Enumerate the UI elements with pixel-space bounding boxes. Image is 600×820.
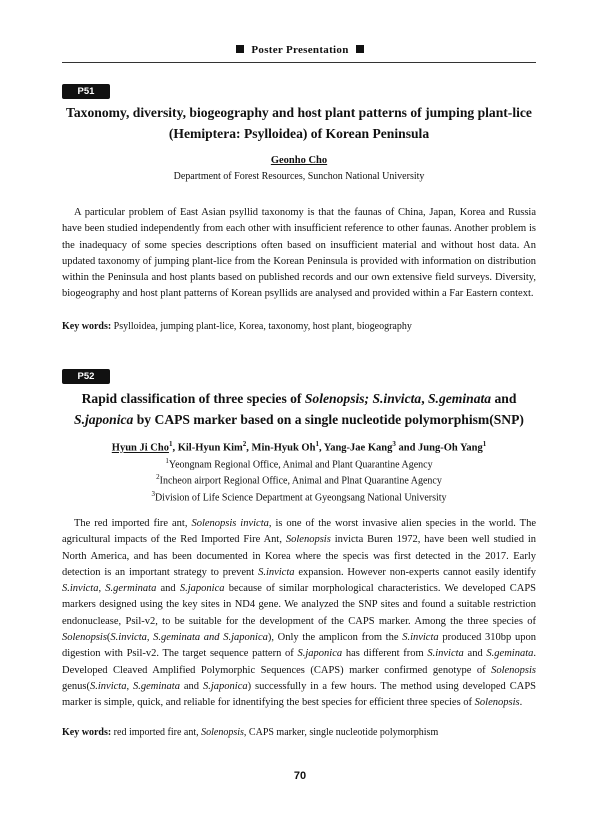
affiliation-sup: 2	[156, 473, 160, 482]
affiliation-sup: 3	[151, 489, 155, 498]
abstract-italic: Solenopsis invicta	[191, 518, 269, 529]
abstract-text: has different from	[342, 648, 428, 660]
abstract-italic: S.geminata	[486, 648, 534, 660]
p51-affiliation: Department of Forest Resources, Sunchon National University	[173, 171, 425, 182]
affiliation-text: Division of Life Science Department at Gyeongsang National University	[154, 491, 447, 503]
abstract-text: and	[156, 583, 180, 595]
p52-title-part: Solenopsis; S.invicta	[304, 391, 422, 406]
abstract-italic: S.invicta	[402, 632, 439, 644]
abstract-text: ) successfully in a few hours. The method using developed CAPS marker is simple, quick, and reliable for idnentifying the best species for efficient three species of	[62, 680, 537, 709]
p52-author-sup: 3	[392, 440, 396, 448]
abstract-italic: Solenopsis	[285, 534, 331, 546]
p52-title-part: S.japonica	[74, 412, 134, 427]
affiliation-sup: 1	[165, 457, 169, 465]
p52-keywords	[62, 727, 536, 738]
p52-author-sup: 1	[315, 440, 319, 448]
abstract-text: (	[106, 632, 111, 644]
square-bullet-icon	[356, 45, 364, 53]
abstract-text: genus(	[62, 680, 90, 692]
p52-author-name: Hyun Ji Cho	[111, 442, 169, 454]
p52-author-name: , Min-Hyuk Oh	[246, 442, 316, 454]
p52-title-part: ,	[421, 391, 428, 406]
p52-title-part: by CAPS marker based on a single nucleotide polymorphism(SNP)	[133, 412, 524, 427]
p51-badge: P51	[62, 84, 110, 99]
abstract-text: because of similar morphological characteristics. We developed CAPS markers designed using the key sites in ND4 gene. We analyzed the SNP sites and found a suitable restriction endonuclease, Psil-v2, to be suitable for the development of the CAPS marker. Among the three species of	[62, 583, 537, 627]
p52-affiliation-2	[62, 471, 536, 487]
running-header-label: Poster Presentation	[251, 44, 349, 56]
abstract-text: and	[179, 680, 203, 692]
abstract-text: expansion. However non-experts cannot easily identify	[294, 566, 536, 578]
p52-affiliation-1	[62, 455, 536, 471]
p52-abstract	[62, 516, 536, 712]
abstract-text: , is one of the worst invasive alien species in the world. The agricultural impacts of the Red Imported Fire Ant,	[62, 518, 536, 546]
p51-title	[62, 102, 536, 144]
abstract-italic: S.invicta, S.geminata and S.japonica	[110, 632, 268, 644]
abstract-text: and	[463, 648, 487, 660]
p52-badge: P52	[62, 369, 110, 384]
p51-keywords-text: Psylloidea, jumping plant-lice, Korea, taxonomy, host plant, biogeography	[113, 321, 412, 332]
p52-author-sup: 1	[168, 440, 173, 448]
p52-author-name: and Jung-Oh Yang	[395, 442, 483, 454]
abstract-italic: Solenopsis	[62, 632, 107, 644]
abstract-text: ,	[126, 680, 134, 692]
affiliation-text: Incheon airport Regional Office, Animal and Plnat Quarantine Agency	[159, 475, 442, 487]
abstract-italic: S.japonica	[297, 648, 343, 660]
p51-author	[62, 155, 536, 166]
abstract-text: ,	[98, 583, 106, 595]
abstract-italic: S.invicta	[258, 566, 295, 578]
p51-keywords	[62, 321, 536, 332]
abstract-italic: Solenopsis	[491, 664, 536, 676]
p52-affiliation-3	[62, 488, 536, 504]
p52-keywords-text: red imported fire ant,	[113, 727, 202, 738]
running-header	[0, 44, 600, 56]
abstract-text: .	[519, 697, 523, 709]
p51-author-name: Geonho Cho	[270, 155, 328, 166]
p52-keywords-text: , CAPS marker, single nucleotide polymorphism	[243, 727, 439, 738]
p52-author-sup: 2	[242, 440, 247, 448]
page-number: 70	[293, 770, 307, 782]
p51-title-line1: Taxonomy, diversity, biogeography and host plant patterns of jumping plant-lice	[66, 105, 532, 120]
p52-author-name: , Yang-Jae Kang	[318, 442, 393, 454]
abstract-italic: S.invicta	[62, 583, 99, 595]
p52-keywords-italic: Solenopsis	[201, 727, 244, 738]
p52-affiliations	[62, 455, 536, 504]
p52-title-part: Rapid classification of three species of	[81, 391, 305, 406]
p52-title-part: and	[491, 391, 517, 406]
square-bullet-icon	[236, 45, 244, 53]
abstract-italic: S.invicta	[427, 648, 464, 660]
abstract-text: . Developed Cleaved Amplified Polymorphic Sequences (CAPS) marker confirmed genotype of	[62, 648, 536, 676]
abstract-text: produced 310bp upon digestion with Psil-v2. The target sequence pattern of	[62, 632, 536, 660]
abstract-italic: S.japonica	[179, 583, 225, 595]
p51-title-line2: (Hemiptera: Psylloidea) of Korean Peninsula	[168, 126, 430, 141]
p52-title	[62, 388, 536, 430]
affiliation-text: Yeongnam Regional Office, Animal and Plant Quarantine Agency	[168, 459, 433, 471]
abstract-italic: S.japonica	[202, 680, 248, 692]
p51-abstract: A particular problem of East Asian psyllid taxonomy is that the faunas of China, Japan, Korea and Russia have been studied independently from each other with insufficient reference to other faunas. Another problem is the inadequacy of some species descriptions often based on insufficient material and without host data. An updated taxonomy of jumping plant-lice from the Korean Peninsula is provided with information on distribution within the Peninsula and host plants based on published records and our own extensive field surveys. Diversity, biogeography and host plant patterns of Korean psyllids are analysed and provided within a Far Eastern context.	[62, 207, 536, 300]
p52-author-sup: 1	[482, 440, 487, 448]
abstract-text: The red imported fire ant,	[74, 518, 192, 529]
abstract-text: invicta Buren 1972, have been well studied in North America, and has been documented in Korea where the specis was first detected in the 2017. Early detection is an important strategy to prevent	[62, 534, 536, 578]
p51-keywords-label: Key words:	[62, 321, 112, 332]
abstract-italic: S.invicta	[90, 680, 127, 692]
p52-keywords-label: Key words:	[62, 727, 112, 738]
abstract-italic: Solenopsis	[474, 697, 520, 709]
abstract-text: ), Only the amplicon from the	[267, 632, 403, 644]
p52-authors	[62, 440, 536, 454]
header-divider	[62, 62, 536, 63]
p52-author-name: , Kil-Hyun Kim	[172, 442, 243, 454]
abstract-italic: S.geminata	[133, 680, 180, 692]
p52-title-part: S.geminata	[428, 391, 492, 406]
abstract-italic: S.germinata	[105, 583, 157, 595]
